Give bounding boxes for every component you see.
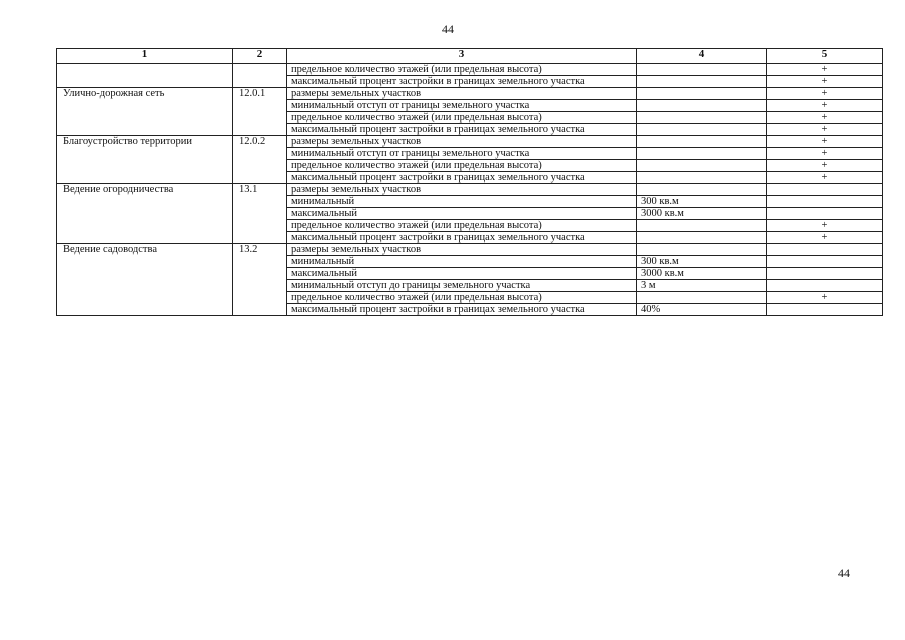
parameter-cell: максимальный (287, 268, 637, 280)
parameter-cell: размеры земельных участков (287, 88, 637, 100)
value-cell: 3 м (637, 280, 767, 292)
parameter-cell: предельное количество этажей (или предельная высота) (287, 160, 637, 172)
parameter-cell: предельное количество этажей (или предельная высота) (287, 292, 637, 304)
header-col-2: 2 (233, 49, 287, 64)
value-cell (637, 160, 767, 172)
page-number-top: 44 (442, 22, 454, 36)
land-use-code-cell (233, 64, 287, 88)
mark-cell (767, 184, 883, 196)
mark-cell (767, 268, 883, 280)
parameter-cell: минимальный отступ от границы земельного участка (287, 100, 637, 112)
land-use-code-cell: 13.1 (233, 184, 287, 244)
table-row (57, 64, 883, 76)
header-col-3: 3 (287, 49, 637, 64)
value-cell: 3000 кв.м (637, 208, 767, 220)
value-cell: 300 кв.м (637, 256, 767, 268)
land-use-name-cell: Ведение садоводства (57, 244, 233, 316)
mark-cell: + (767, 148, 883, 160)
parameter-cell: максимальный (287, 208, 637, 220)
page-number-bottom: 44 (838, 566, 850, 580)
land-use-code-cell: 12.0.2 (233, 136, 287, 184)
value-cell (637, 112, 767, 124)
mark-cell: + (767, 88, 883, 100)
mark-cell: + (767, 136, 883, 148)
mark-cell: + (767, 112, 883, 124)
mark-cell: + (767, 232, 883, 244)
zoning-parameters-table (56, 48, 883, 316)
land-use-name-cell (57, 64, 233, 88)
table-row (57, 244, 883, 256)
land-use-name-cell: Улично-дорожная сеть (57, 88, 233, 136)
parameter-cell: предельное количество этажей (или предельная высота) (287, 64, 637, 76)
value-cell (637, 64, 767, 76)
header-col-4: 4 (637, 49, 767, 64)
mark-cell: + (767, 160, 883, 172)
value-cell (637, 244, 767, 256)
parameter-cell: максимальный процент застройки в границах земельного участка (287, 172, 637, 184)
value-cell: 300 кв.м (637, 196, 767, 208)
table-header-row (57, 49, 883, 64)
mark-cell: + (767, 76, 883, 88)
parameter-cell: максимальный процент застройки в границах земельного участка (287, 232, 637, 244)
mark-cell: + (767, 172, 883, 184)
parameter-cell: размеры земельных участков (287, 244, 637, 256)
parameter-cell: минимальный отступ от границы земельного участка (287, 148, 637, 160)
parameter-cell: минимальный (287, 196, 637, 208)
parameter-cell: максимальный процент застройки в границах земельного участка (287, 76, 637, 88)
value-cell: 40% (637, 304, 767, 316)
table-body (57, 64, 883, 316)
land-use-code-cell: 13.2 (233, 244, 287, 316)
land-use-name-cell: Благоустройство территории (57, 136, 233, 184)
mark-cell (767, 208, 883, 220)
mark-cell: + (767, 124, 883, 136)
mark-cell: + (767, 64, 883, 76)
parameter-cell: предельное количество этажей (или предельная высота) (287, 220, 637, 232)
value-cell (637, 148, 767, 160)
parameter-cell: максимальный процент застройки в границах земельного участка (287, 124, 637, 136)
value-cell (637, 184, 767, 196)
parameter-cell: предельное количество этажей (или предельная высота) (287, 112, 637, 124)
table-row (57, 88, 883, 100)
table-row (57, 184, 883, 196)
mark-cell (767, 256, 883, 268)
mark-cell: + (767, 220, 883, 232)
table-row (57, 136, 883, 148)
value-cell (637, 88, 767, 100)
value-cell (637, 124, 767, 136)
parameter-cell: максимальный процент застройки в границах земельного участка (287, 304, 637, 316)
value-cell: 3000 кв.м (637, 268, 767, 280)
header-col-5: 5 (767, 49, 883, 64)
parameter-cell: размеры земельных участков (287, 184, 637, 196)
value-cell (637, 100, 767, 112)
value-cell (637, 172, 767, 184)
mark-cell: + (767, 292, 883, 304)
mark-cell (767, 280, 883, 292)
land-use-name-cell: Ведение огородничества (57, 184, 233, 244)
header-col-1: 1 (57, 49, 233, 64)
value-cell (637, 292, 767, 304)
parameter-cell: минимальный (287, 256, 637, 268)
parameter-cell: минимальный отступ до границы земельного участка (287, 280, 637, 292)
mark-cell: + (767, 100, 883, 112)
mark-cell (767, 304, 883, 316)
parameter-cell: размеры земельных участков (287, 136, 637, 148)
value-cell (637, 220, 767, 232)
mark-cell (767, 244, 883, 256)
land-use-code-cell: 12.0.1 (233, 88, 287, 136)
value-cell (637, 76, 767, 88)
mark-cell (767, 196, 883, 208)
value-cell (637, 136, 767, 148)
value-cell (637, 232, 767, 244)
